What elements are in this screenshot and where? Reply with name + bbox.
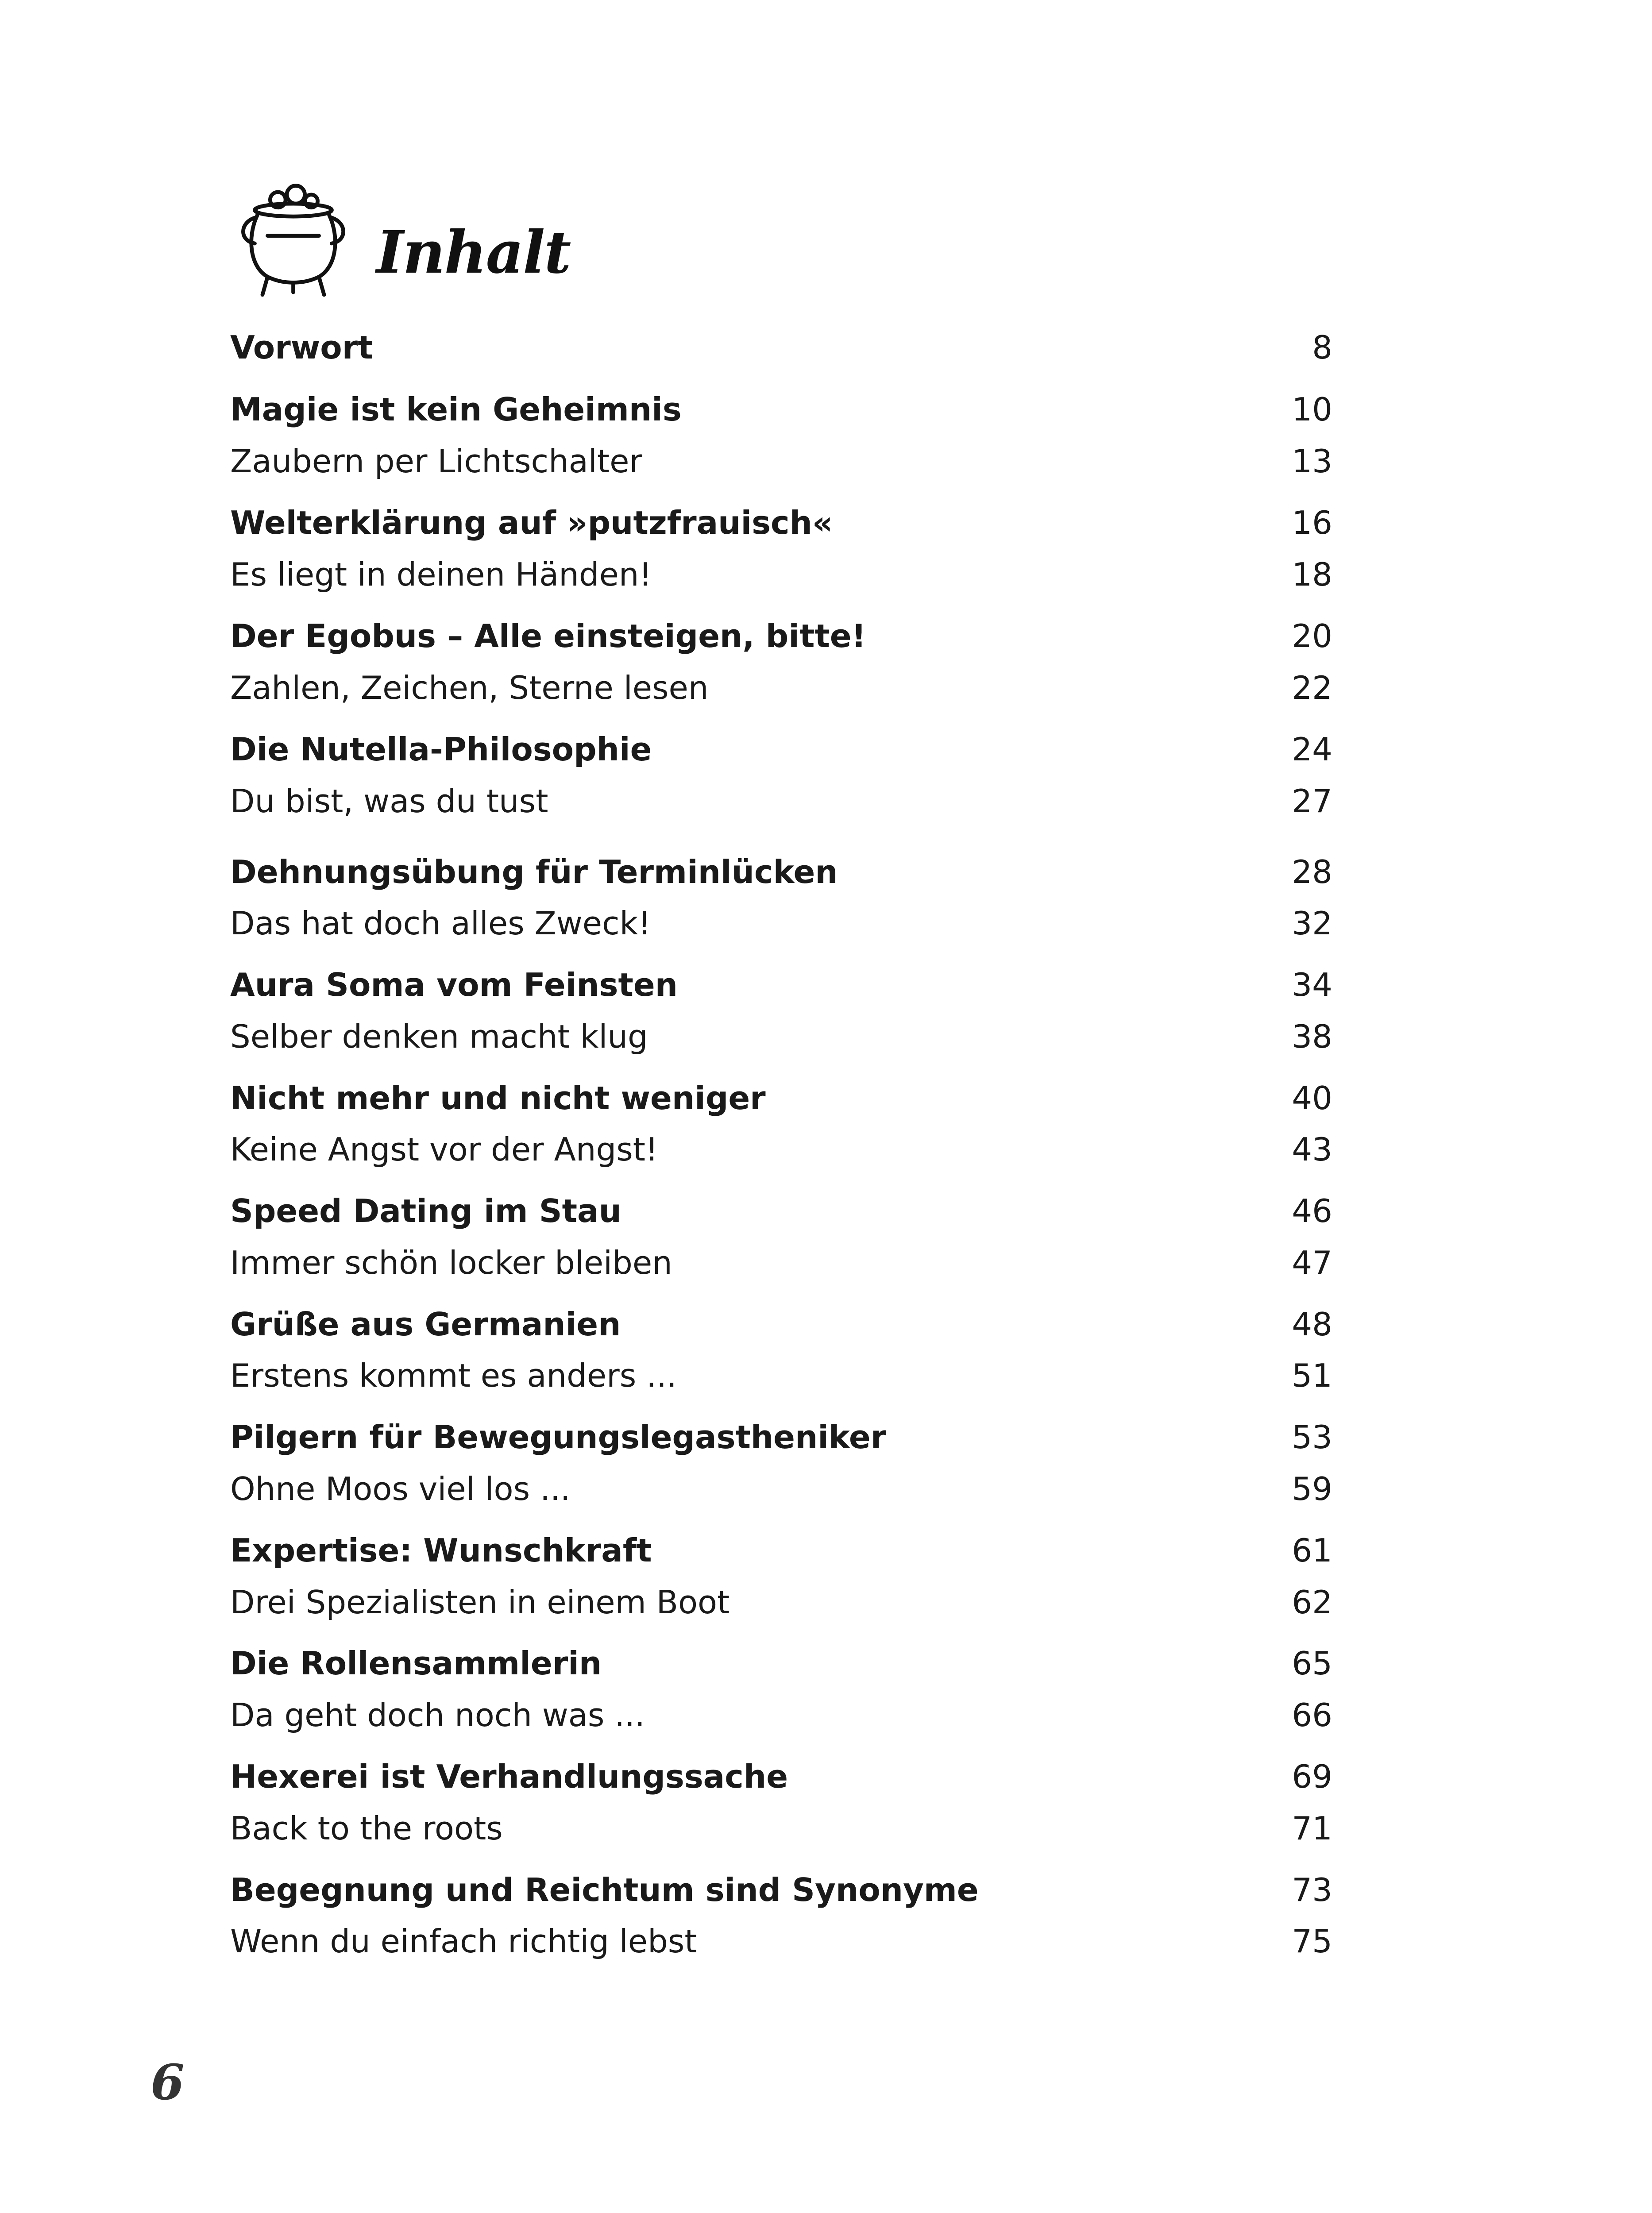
toc-entry-page: 71: [1292, 1810, 1332, 1847]
toc-entry-page: 24: [1292, 731, 1332, 768]
toc-entry-title: Zahlen, Zeichen, Sterne lesen: [230, 669, 709, 706]
toc-entry-title: Erstens kommt es anders ...: [230, 1357, 677, 1394]
toc-entry-title: Da geht doch noch was ...: [230, 1696, 645, 1734]
toc-section-entry: [230, 775, 1332, 827]
toc-entry-page: 53: [1292, 1419, 1332, 1456]
toc-section-entry: [230, 1463, 1332, 1515]
toc-section-entry: [230, 1689, 1332, 1741]
toc-entry-title: Back to the roots: [230, 1810, 503, 1847]
toc-entry-title: Aura Soma vom Feinsten: [230, 966, 678, 1003]
cauldron-icon: [228, 179, 359, 308]
toc-heading: [228, 177, 570, 310]
toc-section-entry: [230, 1803, 1332, 1854]
toc-chapter-entry: [230, 322, 1332, 373]
toc-section-entry: [230, 898, 1332, 949]
toc-chapter-entry: [230, 846, 1332, 898]
toc-entry-title: Der Egobus – Alle einsteigen, bitte!: [230, 617, 866, 655]
toc-entry-page: 16: [1292, 504, 1332, 541]
toc-entry-page: 40: [1292, 1080, 1332, 1117]
toc-entry-page: 32: [1292, 905, 1332, 942]
toc-entry-title: Zaubern per Lichtschalter: [230, 443, 642, 480]
toc-entry-page: 46: [1292, 1192, 1332, 1230]
toc-section-entry: [230, 1124, 1332, 1175]
toc-entry-page: 34: [1292, 966, 1332, 1003]
toc-entry-page: 47: [1292, 1244, 1332, 1281]
toc-section-entry: [230, 549, 1332, 600]
toc-entry-title: Keine Angst vor der Angst!: [230, 1131, 658, 1168]
toc-entry-title: Grüße aus Germanien: [230, 1306, 621, 1343]
toc-entry-title: Immer schön locker bleiben: [230, 1244, 672, 1281]
toc-chapter-entry: [230, 724, 1332, 775]
toc-entry-title: Vorwort: [230, 329, 373, 366]
toc-entry-page: 69: [1292, 1758, 1332, 1795]
toc-chapter-entry: [230, 1185, 1332, 1237]
toc-entry-title: Magie ist kein Geheimnis: [230, 391, 682, 428]
toc-entry-page: 8: [1312, 329, 1332, 366]
toc-entry-page: 73: [1292, 1871, 1332, 1908]
toc-section-entry: [230, 436, 1332, 487]
toc-entry-page: 75: [1292, 1923, 1332, 1960]
toc-entry-page: 62: [1292, 1584, 1332, 1621]
toc-entry-title: Expertise: Wunschkraft: [230, 1532, 652, 1569]
toc-entry-page: 66: [1292, 1696, 1332, 1734]
toc-entry-title: Wenn du einfach richtig lebst: [230, 1923, 697, 1960]
toc-entry-page: 48: [1292, 1306, 1332, 1343]
toc-entry-title: Nicht mehr und nicht weniger: [230, 1080, 766, 1117]
toc-chapter-entry: [230, 1411, 1332, 1463]
toc-entry-title: Pilgern für Bewegungslegastheniker: [230, 1419, 887, 1456]
toc-entry-title: Es liegt in deinen Händen!: [230, 556, 652, 593]
toc-chapter-entry: [230, 1751, 1332, 1802]
page-title: Inhalt: [376, 218, 571, 287]
toc-entry-title: Du bist, was du tust: [230, 783, 548, 820]
toc-chapter-entry: [230, 959, 1332, 1010]
toc-section-entry: [230, 1237, 1332, 1288]
toc-chapter-entry: [230, 497, 1332, 548]
toc-chapter-entry: [230, 1638, 1332, 1689]
toc-entry-page: 59: [1292, 1470, 1332, 1507]
toc-entry-page: 51: [1292, 1357, 1332, 1394]
toc-section-entry: [230, 662, 1332, 713]
toc-entry-title: Ohne Moos viel los ...: [230, 1470, 571, 1507]
toc-chapter-entry: [230, 384, 1332, 435]
toc-entry-page: 43: [1292, 1131, 1332, 1168]
toc-entry-page: 61: [1292, 1532, 1332, 1569]
toc-entry-title: Die Nutella-Philosophie: [230, 731, 652, 768]
toc-entry-page: 65: [1292, 1645, 1332, 1682]
toc-entry-page: 13: [1292, 443, 1332, 480]
toc-entry-title: Hexerei ist Verhandlungssache: [230, 1758, 788, 1795]
toc-entry-page: 38: [1292, 1018, 1332, 1055]
toc-section-entry: [230, 1577, 1332, 1628]
toc-chapter-entry: [230, 610, 1332, 662]
toc-entry-title: Speed Dating im Stau: [230, 1192, 621, 1230]
toc-chapter-entry: [230, 1525, 1332, 1576]
toc-chapter-entry: [230, 1864, 1332, 1916]
toc-entry-page: 10: [1292, 391, 1332, 428]
toc-chapter-entry: [230, 1299, 1332, 1350]
toc-section-entry: [230, 1011, 1332, 1062]
toc-entry-title: Das hat doch alles Zweck!: [230, 905, 651, 942]
toc-entry-page: 28: [1292, 853, 1332, 891]
toc-chapter-entry: [230, 1072, 1332, 1124]
toc-entry-page: 20: [1292, 617, 1332, 655]
toc-entry-page: 27: [1292, 783, 1332, 820]
toc-entry-title: Drei Spezialisten in einem Boot: [230, 1584, 730, 1621]
toc-entry-page: 22: [1292, 669, 1332, 706]
toc-entry-page: 18: [1292, 556, 1332, 593]
page-number: 6: [151, 2054, 185, 2111]
toc-entry-title: Selber denken macht klug: [230, 1018, 648, 1055]
toc-entry-title: Welterklärung auf »putzfrauisch«: [230, 504, 833, 541]
toc-section-entry: [230, 1350, 1332, 1401]
toc-entry-title: Die Rollensammlerin: [230, 1645, 602, 1682]
toc-entry-title: Begegnung und Reichtum sind Synonyme: [230, 1871, 979, 1908]
toc-section-entry: [230, 1916, 1332, 1967]
toc-entry-title: Dehnungsübung für Terminlücken: [230, 853, 838, 891]
